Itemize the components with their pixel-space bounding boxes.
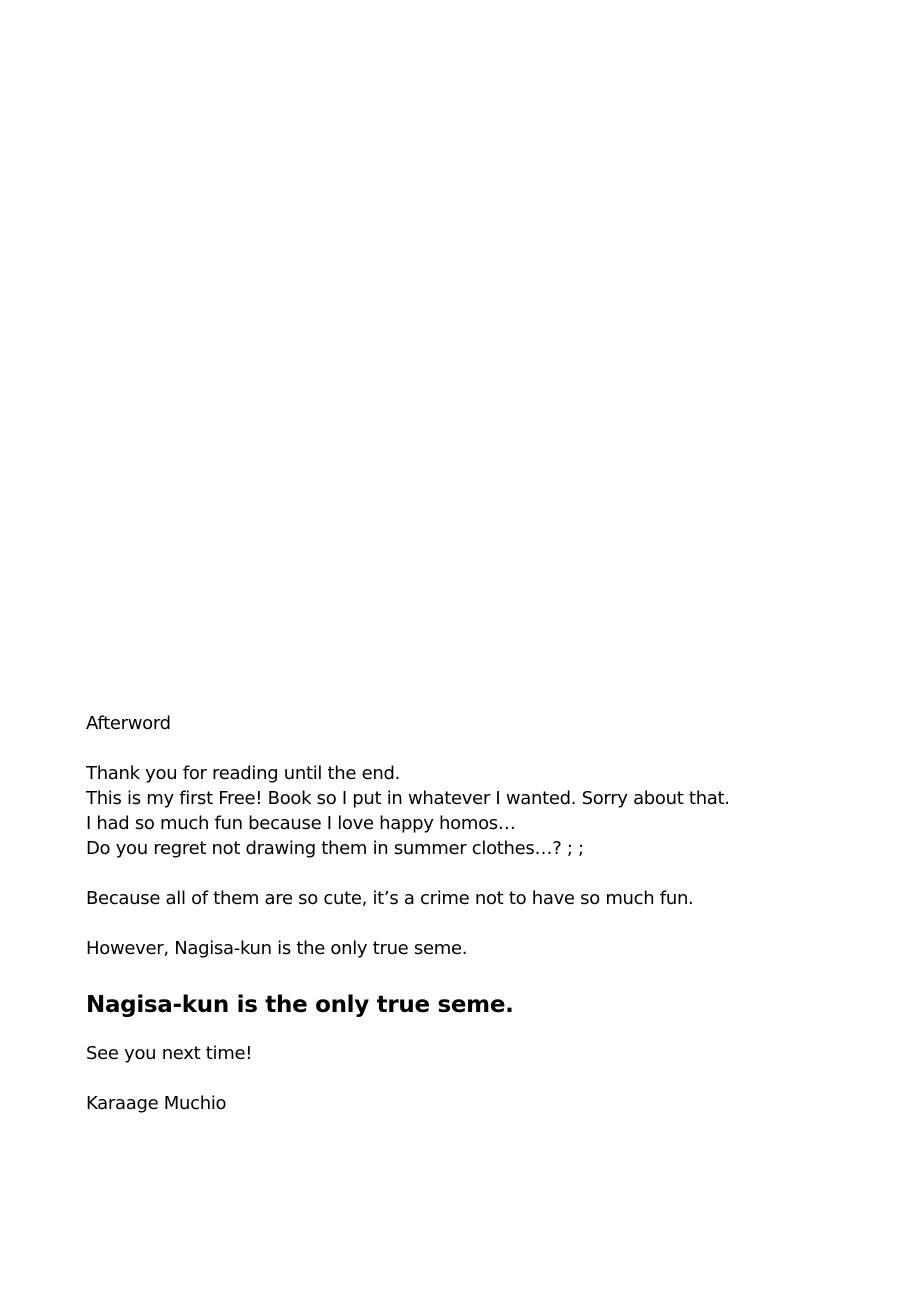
spacer (86, 861, 846, 886)
spacer (86, 911, 846, 936)
afterword-text-block (86, 711, 846, 1116)
spacer (86, 1021, 846, 1041)
paragraph-line: This is my first Free! Book so I put in whatever I wanted. Sorry about that. (86, 788, 730, 809)
paragraph-line: Do you regret not drawing them in summer clothes…? ; ; (86, 838, 584, 859)
paragraph-line: I had so much fun because I love happy homos… (86, 813, 516, 834)
closing-line: See you next time! (86, 1043, 253, 1064)
afterword-heading: Afterword (86, 713, 171, 734)
paragraph-line: However, Nagisa-kun is the only true seme. (86, 938, 468, 959)
spacer (86, 961, 846, 986)
paragraph-line: Thank you for reading until the end. (86, 763, 401, 784)
spacer (86, 1066, 846, 1091)
emphasis-line: Nagisa-kun is the only true seme. (86, 992, 514, 1018)
signature: Karaage Muchio (86, 1093, 227, 1114)
paragraph-line: Because all of them are so cute, it’s a crime not to have so much fun. (86, 888, 694, 909)
spacer (86, 736, 846, 761)
